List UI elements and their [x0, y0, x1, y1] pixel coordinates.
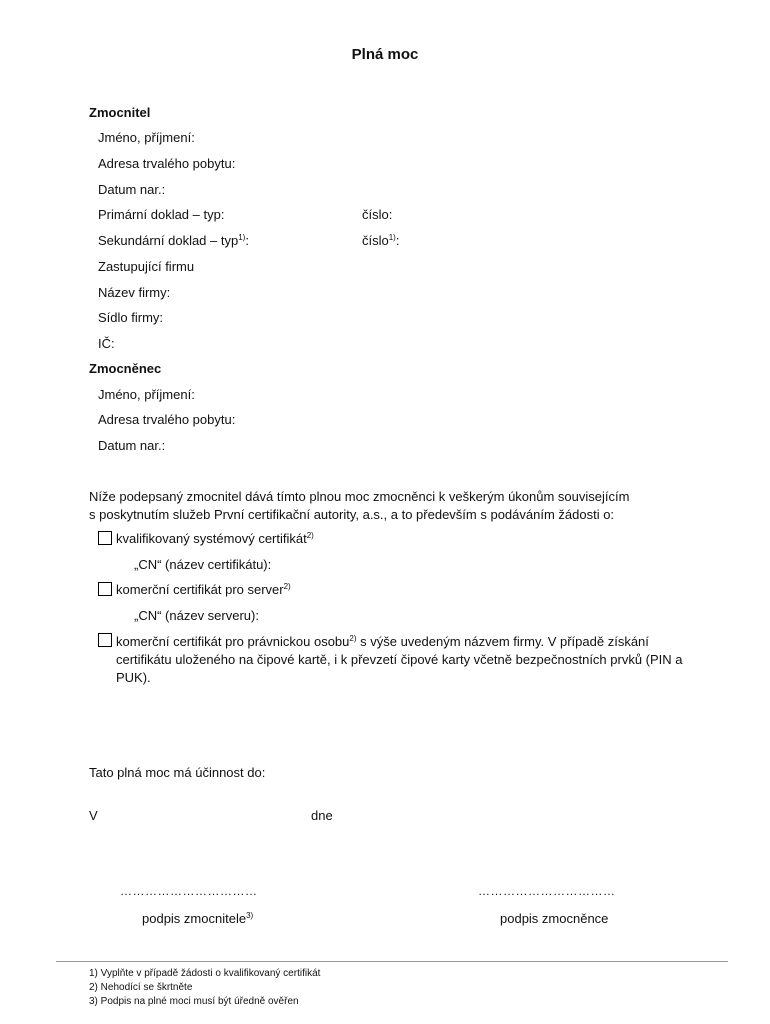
footnote-3: 3) Podpis na plné moci musí být úředně ověřen [89, 996, 299, 1007]
footnote-divider [56, 961, 728, 962]
zastupujici-firmu-label: Zastupující firmu [98, 259, 195, 274]
footnote-2: 2) Nehodící se škrtněte [89, 982, 193, 993]
footnote-1: 1) Vyplňte v případě žádosti o kvalifikovaný certifikát [89, 968, 321, 979]
zmocnitel-jmeno-label: Jméno, příjmení: [98, 130, 195, 145]
zmocnenec-datum-label: Datum nar.: [98, 438, 166, 453]
option-pravnicka-osoba-line-1: komerční certifikát pro právnickou osobu$^{2)}$ s výše uvedeným názvem firmy. V případě získání [116, 634, 649, 649]
zmocnitel-datum-label: Datum nar.: [98, 182, 166, 197]
primarni-doklad-label: Primární doklad – typ: [98, 207, 225, 222]
option-pravnicka-osoba-line-3: PUK). [116, 670, 151, 685]
signature-zmocnitel-label: podpis zmocnitele$^{3)}$ [142, 911, 254, 926]
option-kvalifikovany-label: kvalifikovaný systémový certifikát$^{2)}$ [116, 531, 314, 546]
sidlo-firmy-label: Sídlo firmy: [98, 310, 164, 325]
date-label: dne [311, 808, 333, 823]
zmocnitel-adresa-label: Adresa trvalého pobytu: [98, 156, 236, 171]
zmocnenec-heading: Zmocněnec [89, 361, 162, 376]
option-server-checkbox[interactable] [98, 582, 112, 596]
sekundarni-cislo-label: číslo$^{1)}$: [362, 233, 400, 248]
signature-line-right: …………………………… [478, 884, 616, 898]
intro-line-1: Níže podepsaný zmocnitel dává tímto plnou moc zmocněnci k veškerým úkonům souvisejícím [89, 489, 630, 504]
primarni-cislo-label: číslo: [362, 207, 393, 222]
option-server-label: komerční certifikát pro server$^{2)}$ [116, 582, 291, 597]
option-pravnicka-osoba-line-2: certifikátu uloženého na čipové kartě, i k převzetí čipové karty včetně bezpečnostních prvků (PIN a [116, 652, 683, 667]
zmocnitel-heading: Zmocnitel [89, 105, 151, 120]
zmocnenec-jmeno-label: Jméno, příjmení: [98, 387, 195, 402]
place-label: V [89, 808, 98, 823]
signature-line-left: …………………………… [120, 884, 258, 898]
zmocnenec-adresa-label: Adresa trvalého pobytu: [98, 412, 236, 427]
intro-line-2: s poskytnutím služeb První certifikační autority, a.s., a to především s podáváním žádosti o: [89, 507, 615, 522]
option-kvalifikovany-checkbox[interactable] [98, 531, 112, 545]
option-pravnicka-osoba-checkbox[interactable] [98, 633, 112, 647]
sekundarni-doklad-label: Sekundární doklad – typ$^{1)}$: [98, 233, 249, 248]
validity-label: Tato plná moc má účinnost do: [89, 765, 266, 780]
cn-serveru-label: „CN“ (název serveru): [134, 608, 259, 623]
ic-label: IČ: [98, 336, 115, 351]
signature-zmocnenec-label: podpis zmocněnce [500, 911, 609, 926]
nazev-firmy-label: Název firmy: [98, 285, 171, 300]
cn-certifikatu-label: „CN“ (název certifikátu): [134, 557, 272, 572]
document-title: Plná moc [351, 46, 419, 63]
